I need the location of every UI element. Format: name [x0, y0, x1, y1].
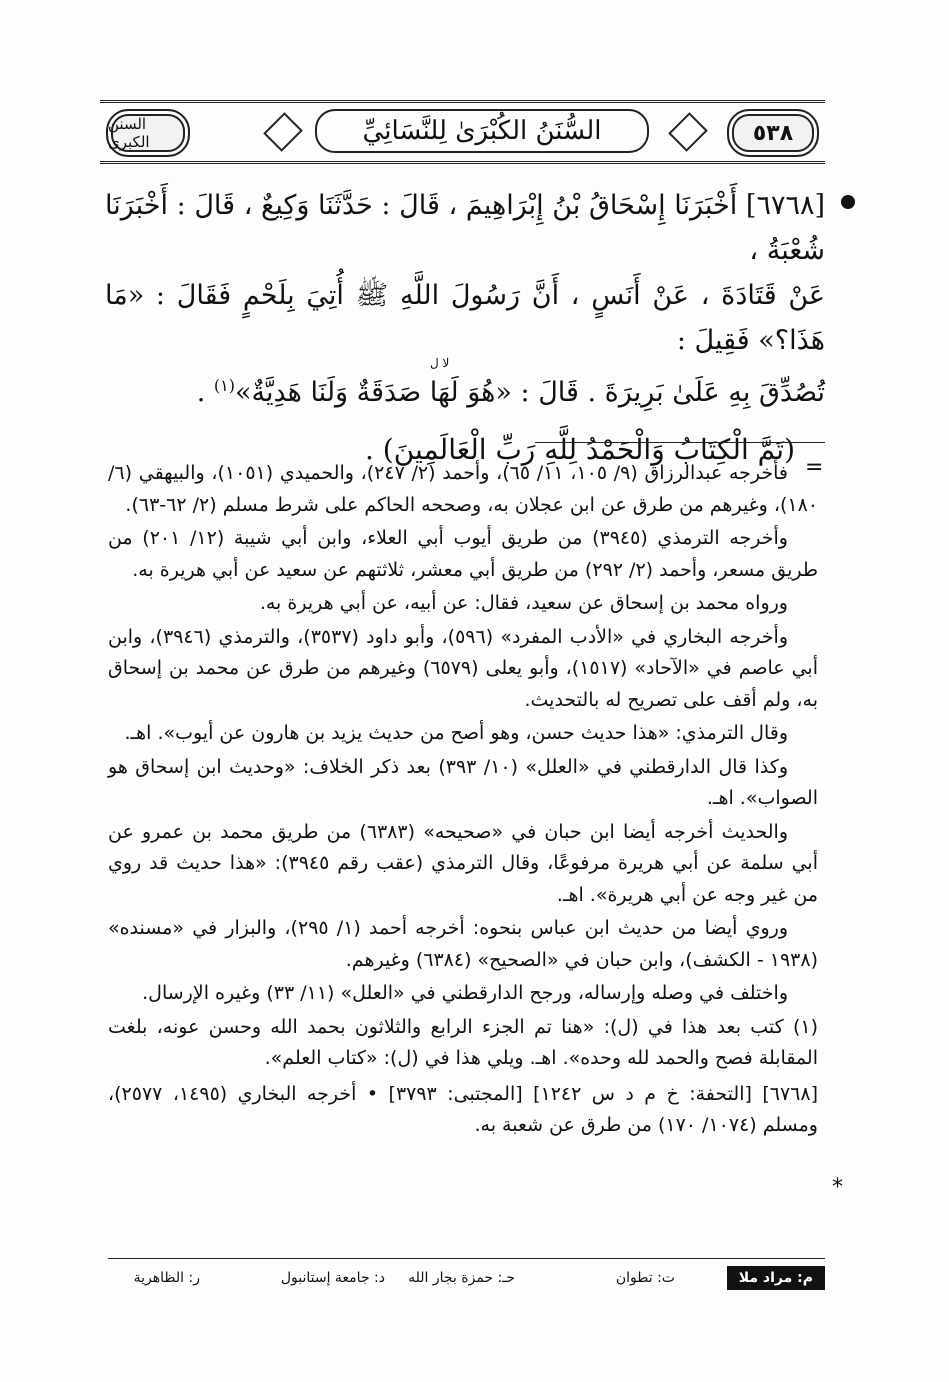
ornament-knot [668, 112, 708, 152]
note-paragraph: ورواه محمد بن إسحاق عن سعيد، فقال: عن أبيه، عن أبي هريرة به. [259, 592, 788, 614]
footnotes [108, 458, 818, 1144]
bullet-icon [841, 195, 855, 209]
hadith-body [105, 183, 825, 472]
legend-h: حـ: حمزة بجار الله [408, 1270, 515, 1286]
note-paragraph: وقال الترمذي: «هذا حديث حسن، وهو أصح من حديث يزيد بن هارون عن أيوب». اهـ. [124, 722, 788, 744]
hadith-line: [٦٧٦٨] أَخْبَرَنَا إِسْحَاقُ بْنُ إِبْرَاهِيمَ ، قَالَ : حَدَّثَنَا وَكِيعٌ ، قَالَ : أَخْبَرَنَا شُعْبَةُ ، [105, 190, 825, 266]
footnote-separator [535, 442, 825, 443]
legend-t: ت: تطوان [615, 1270, 675, 1286]
note-paragraph: وروي أيضا من حديث ابن عباس بنحوه: أخرجه أحمد (١/ ٢٩٥)، والبزار في «مسنده» (١٩٣٨ - الكشف)، وابن حبان في «الصحيح» (٦٣٨٤) وغيرهم. [108, 917, 818, 971]
book-title: السُّنَنُ الكُبْرَىٰ لِلنَّسَائِيِّ [315, 109, 649, 153]
page-header [100, 100, 825, 164]
footer-separator [108, 1258, 825, 1259]
emblem-ornament [106, 109, 190, 157]
emblem-text: السنن الكبرى [108, 115, 150, 151]
footnote-1: (١) كتب بعد هذا في (ل): «هنا تم الجزء الرابع والثلاثون بحمد الله وحسن عونه، بلغت المقابلة فصح والحمد لله وحده». اهـ. ويلي هذا في (ل): «كتاب العلم». [108, 1015, 818, 1069]
note-paragraph: وأخرجه الترمذي (٣٩٤٥) من طريق أيوب أبي العلاء، وابن أبي شيبة (١٢/ ٢٠١) من طريق مسعر، وأحمد (٢/ ٢٩٢) من طريق أبي معشر، ثلاثتهم عن سعيد عن أبي هريرة به. [108, 527, 818, 581]
note-paragraph: وكذا قال الدارقطني في «العلل» (١٠/ ٣٩٣) بعد ذكر الخلاف: «وحديث ابن إسحاق هو الصواب». اهـ. [108, 755, 818, 809]
note-paragraph: وأخرجه البخاري في «الأدب المفرد» (٥٩٦)، وأبو داود (٣٥٣٧)، والترمذي (٣٩٤٦)، وابن أبي عاصم في «الآحاد» (١٥١٧)، وأبو يعلى (٦٥٧٩) وغيرهم من طرق عن محمد بن إسحاق به، ولم أقف على تصريح له بالتحديث. [108, 625, 818, 711]
colophon-mark: لا ل [430, 356, 450, 370]
hadith-text: . [196, 377, 214, 408]
manuscript-legend [108, 1262, 825, 1298]
star-icon: * [832, 1175, 843, 1200]
tuhfa-note: [٦٧٦٨] [التحفة: خ م د س ١٢٤٢] [المجتبى: ٣٧٩٣] • أخرجه البخاري (١٤٩٥، ٢٥٧٧)، ومسلم (١٠٧٤/ ١٧٠) من طرق عن شعبة به. [108, 1082, 819, 1136]
note-paragraph: واختلف في وصله وإرساله، ورجح الدارقطني في «العلل» (١١/ ٣٣) وغيره الإرسال. [142, 982, 788, 1004]
hadith-line [105, 363, 825, 415]
ornament-knot [263, 112, 303, 152]
continuation-mark: = [805, 455, 824, 480]
legend-m: م: مراد ملا [727, 1266, 825, 1290]
legend-d: د: جامعة إستانبول [280, 1270, 385, 1286]
hadith-line: عَنْ قَتَادَةَ ، عَنْ أَنَسٍ ، أَنَّ رَسُولَ اللَّهِ ﷺ أُتِيَ بِلَحْمٍ فَقَالَ : «مَا هَذَا؟» فَقِيلَ : [105, 280, 825, 356]
legend-r: ر: الظاهرية [133, 1270, 200, 1286]
footnote-marker: (١) [213, 376, 235, 395]
note-paragraph: فأخرجه عبدالرزاق (٩/ ١٠٥، ١١/ ٦٥)، وأحمد (٢/ ٢٤٧)، والحميدي (١٠٥١)، والبيهقي (٦/ ١٨٠)، وغيرهم من طرق عن ابن عجلان به، وصححه الحاكم على شرط مسلم (٢/ ٦٢-٦٣). [108, 462, 818, 516]
page-number: ٥٣٨ [727, 109, 819, 157]
closing-line: (تَمَّ الْكِتَابُ وَالْحَمْدُ لِلَّهِ رَبِّ الْعَالَمِينَ) . [364, 433, 795, 466]
note-paragraph: والحديث أخرجه أيضا ابن حبان في «صحيحه» (٦٣٨٣) من طريق محمد بن عمرو عن أبي سلمة عن أبي هريرة مرفوعًا، وقال الترمذي (عقب رقم ٣٩٤٥): «هذا حديث قد روي من غير وجه عن أبي هريرة». اهـ. [108, 820, 818, 906]
hadith-text: تُصُدِّقَ بِهِ عَلَىٰ بَرِيرَةَ . قَالَ : «هُوَ لَهَا صَدَقَةٌ وَلَنَا هَدِيَّةٌ» [234, 377, 825, 408]
